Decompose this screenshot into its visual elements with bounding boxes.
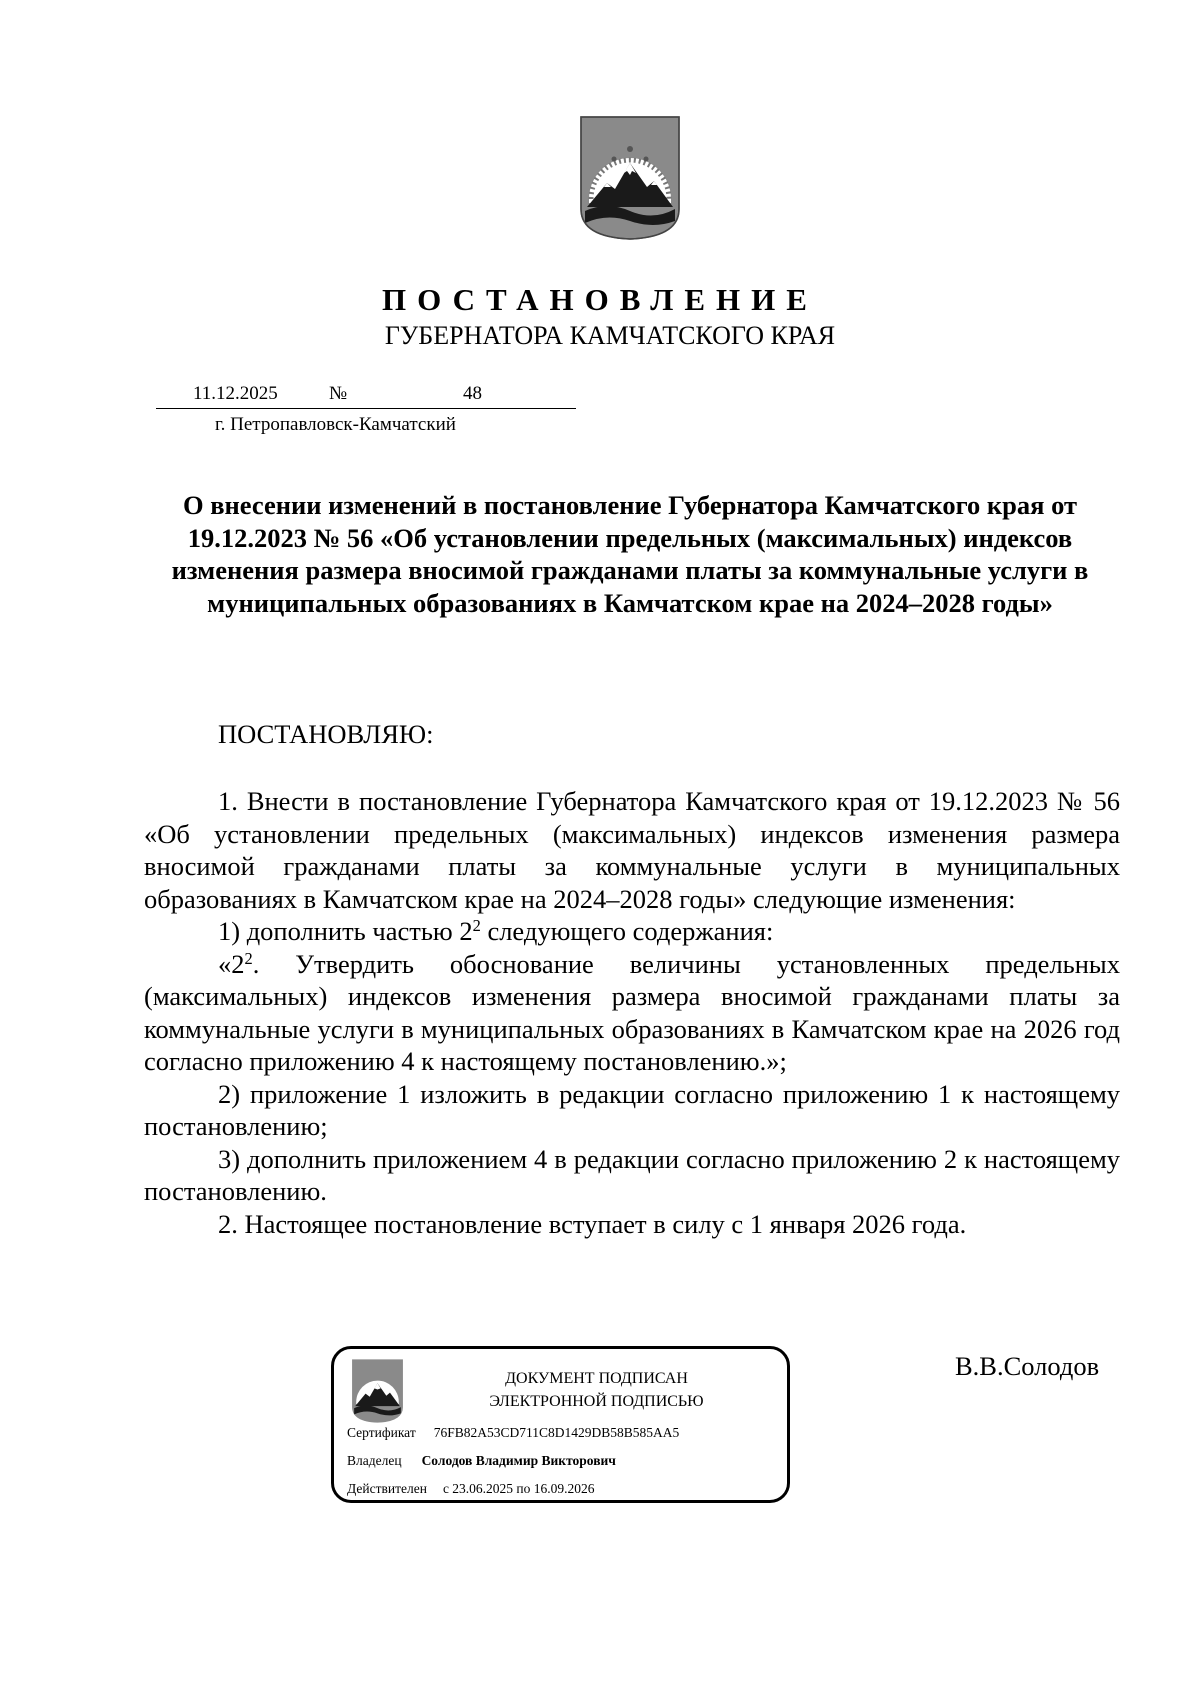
kamchatka-coat-of-arms-icon (577, 113, 683, 241)
decree-word: ПОСТАНОВЛЯЮ: (218, 719, 434, 749)
certificate-label: Сертификат (347, 1425, 416, 1440)
stamp-heading-line-1: ДОКУМЕНТ ПОДПИСАН (505, 1370, 688, 1387)
validity-label: Действителен (347, 1481, 427, 1496)
document-number: 48 (463, 383, 482, 404)
stamp-certificate-row (347, 1424, 679, 1442)
paragraph-1: 1. Внести в постановление Губернатора Камчатского края от 19.12.2023 № 56 «Об установлении предельных (максимальных) индексов изменения размера вносимой гражданами платы за коммунальные услуги в муниципальных образованиях в Камчатском крае на 2024–2028 годы» следующие изменения: (144, 786, 1120, 914)
paragraph-5: 3) дополнить приложением 4 в редакции согласно приложению 2 к настоящему постановлению. (144, 1143, 1120, 1206)
document-issuer-heading: ГУБЕРНАТОРА КАМЧАТСКОГО КРАЯ (384, 321, 836, 350)
stamp-owner-row (347, 1452, 616, 1470)
document-title: О внесении изменений в постановление Губернатора Камчатского края от 19.12.2023 № 56 «Об установлении предельных (максимальных) индексов изменения размера вносимой гражданами платы за коммунальные услуги в муниципальных образованиях в Камчатском крае на 2024–2028 годы» (171, 490, 1089, 618)
signer-name: В.В.Солодов (955, 1351, 1100, 1381)
paragraph-4: 2) приложение 1 изложить в редакции согласно приложению 1 к настоящему постановлению; (144, 1078, 1120, 1141)
validity-value: с 23.06.2025 по 16.09.2026 (442, 1481, 595, 1496)
document-body (144, 785, 1120, 1240)
stamp-validity-row (347, 1480, 595, 1498)
electronic-signature-stamp (331, 1346, 790, 1503)
document-date: 11.12.2025 (193, 383, 278, 404)
owner-value: Солодов Владимир Викторович (421, 1453, 616, 1468)
stamp-heading-line-2: ЭЛЕКТРОННОЙ ПОДПИСЬЮ (489, 1393, 704, 1410)
owner-label: Владелец (347, 1453, 402, 1468)
paragraph-2: 1) дополнить частью $2^2$ следующего содержания: (218, 915, 774, 946)
date-number-line (156, 380, 576, 409)
paragraph-3: «$2^2$. Утвердить обоснование величины установленных предельных (максимальных) индексов изменения размера вносимой гражданами платы за коммунальные услуги в муниципальных образованиях в Камчатском крае на 2026 год согласно приложению 4 к настоящему постановлению.»; (144, 948, 1120, 1076)
city-name: г. Петропавловск-Камчатский (215, 414, 456, 435)
document-type-heading: ПОСТАНОВЛЕНИЕ (382, 282, 818, 317)
number-sign: № (329, 383, 348, 404)
kamchatka-coat-of-arms-icon (350, 1357, 405, 1424)
certificate-value: 76FB82A53CD711C8D1429DB58B585AA5 (433, 1425, 680, 1440)
paragraph-6: 2. Настоящее постановление вступает в силу с 1 января 2026 года. (218, 1208, 967, 1239)
stamp-heading (424, 1367, 769, 1413)
